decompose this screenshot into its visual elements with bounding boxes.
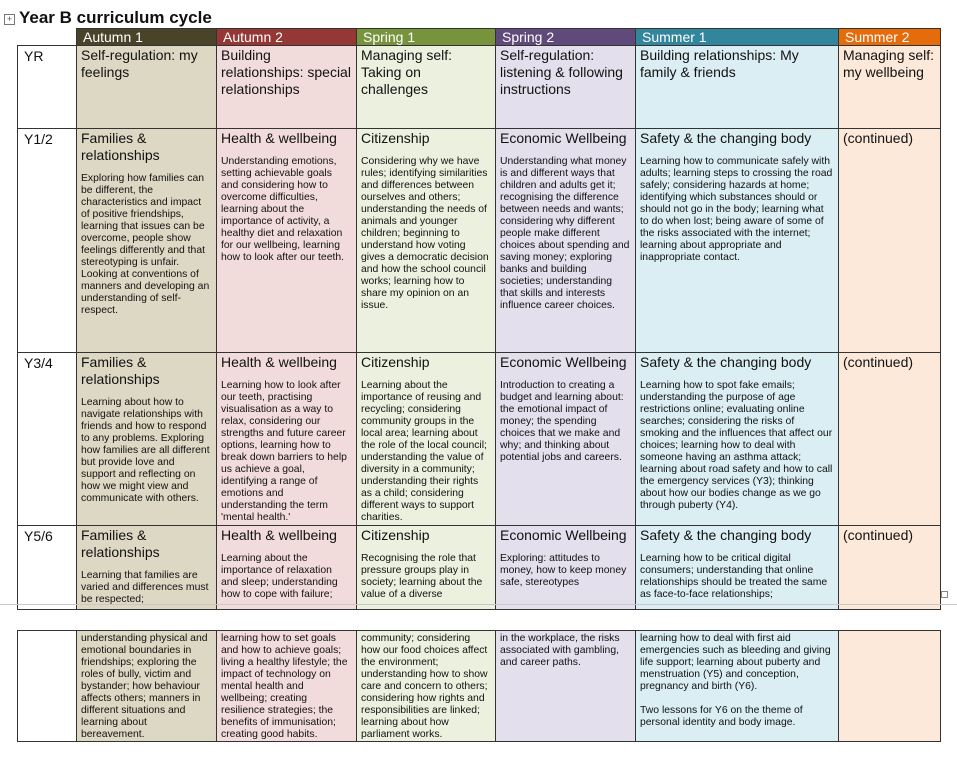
curriculum-cell[interactable] [357, 46, 496, 129]
curriculum-cell[interactable] [496, 46, 636, 129]
table-row [18, 129, 941, 353]
cell-description: Exploring: attitudes to money, how to keep money safe, stereotypes [500, 553, 627, 588]
cell-topic: Self-regulation: my feelings [81, 47, 198, 80]
cell-description: Learning about the importance of relaxation and sleep; understanding how to cope with failure; [221, 553, 338, 600]
continuation-text: learning how to deal with first aid emergencies such as bleeding and giving life support; learning about puberty and menstruation (Y5) and conception, pregnancy and birth (Y6). Two lessons for Y6 on the theme of personal identity and body image. [640, 633, 831, 728]
cell-topic: Safety & the changing body [640, 130, 812, 146]
cell-description: Learning how to communicate safely with adults; learning steps to crossing the road safely; considering hazards at home; identifying which substances should or should not go in the body; learning what to do when lost; being aware of some of the risks associated with the internet; learning about appropriate and inappropriate contact. [640, 156, 833, 263]
cell-topic: Safety & the changing body [640, 354, 812, 370]
header-blank [18, 29, 77, 46]
header-autumn-1: Autumn 1 [77, 29, 217, 46]
header-summer-2: Summer 2 [839, 29, 941, 46]
cell-description: Introduction to creating a budget and learning about: the emotional impact of money; the spending choices that we make and why; and thinking about potential jobs and careers. [500, 380, 624, 463]
curriculum-table [17, 28, 941, 610]
cell-topic: Citizenship [361, 354, 430, 370]
curriculum-cell[interactable] [496, 353, 636, 526]
cell-topic: Managing self: Taking on challenges [361, 47, 453, 97]
cell-topic: (continued) [843, 354, 914, 370]
table-row [18, 46, 941, 129]
cell-topic: Health & wellbeing [221, 527, 337, 543]
continuation-cell[interactable] [636, 631, 839, 742]
continuation-text: understanding physical and emotional boundaries in friendships; exploring the roles of bully, victim and bystander; how behaviour affects others; manners in different situations and learning about bereavement. [81, 633, 208, 740]
curriculum-cell[interactable] [636, 46, 839, 129]
curriculum-cell[interactable] [636, 353, 839, 526]
curriculum-cell[interactable] [217, 353, 357, 526]
continuation-cell[interactable] [496, 631, 636, 742]
curriculum-cell[interactable] [636, 129, 839, 353]
curriculum-cell[interactable] [77, 353, 217, 526]
continuation-row [18, 631, 941, 742]
header-spring-2: Spring 2 [496, 29, 636, 46]
curriculum-cell[interactable] [77, 129, 217, 353]
year-cell[interactable]: Y1/2 [18, 129, 77, 353]
cell-description: Learning about the importance of reusing and recycling; considering community groups in the local area; learning about the role of the local council; understanding the value of diversity in a community; understanding their rights as a child; considering different ways to support charities. [361, 380, 487, 523]
cell-topic: Building relationships: special relationships [221, 47, 351, 97]
table-row [18, 526, 941, 610]
cell-topic: Self-regulation: listening & following instructions [500, 47, 623, 97]
curriculum-cell[interactable] [839, 46, 941, 129]
curriculum-cell[interactable] [839, 526, 941, 610]
cell-topic: Families & relationships [81, 354, 160, 387]
cell-topic: Managing self: my wellbeing [843, 47, 935, 80]
cell-topic: (continued) [843, 527, 914, 543]
curriculum-cell[interactable] [839, 129, 941, 353]
continuation-table [17, 630, 941, 742]
year-cell[interactable]: Y5/6 [18, 526, 77, 610]
table-row [18, 353, 941, 526]
continuation-cell[interactable] [77, 631, 217, 742]
curriculum-cell[interactable] [357, 129, 496, 353]
page-break-divider [0, 604, 957, 605]
curriculum-cell[interactable] [77, 46, 217, 129]
continuation-text: in the workplace, the risks associated with gambling, and career paths. [500, 633, 620, 668]
cell-topic: Families & relationships [81, 527, 160, 560]
cell-description: Learning how to spot fake emails; understanding the purpose of age restrictions online; evaluating online searches; considering the risks of smoking and the influences that affect our choices; learning how to deal with someone having an asthma attack; learning about road safety and how to call the emergency services (Y3); thinking about how our bodies change as we go through puberty (Y4). [640, 380, 833, 511]
cell-topic: (continued) [843, 130, 914, 146]
page-title: Year B curriculum cycle [19, 8, 212, 27]
header-autumn-2: Autumn 2 [217, 29, 357, 46]
cell-topic: Health & wellbeing [221, 354, 337, 370]
header-summer-1: Summer 1 [636, 29, 839, 46]
cell-description: Exploring how families can be different, the characteristics and impact of positive friendships, learning that issues can be overcome, people show feelings differently and that stereotyping is unfair. Looking at conventions of manners and developing an understanding of self-respect. [81, 173, 210, 316]
curriculum-cell[interactable] [217, 526, 357, 610]
curriculum-cell[interactable] [217, 46, 357, 129]
header-row [18, 29, 941, 46]
curriculum-cell[interactable] [496, 129, 636, 353]
curriculum-cell[interactable] [496, 526, 636, 610]
cell-topic: Economic Wellbeing [500, 527, 627, 543]
cell-description: Learning how to look after our teeth, practising visualisation as a way to relax, considering our strengths and future career options, learning how to break down barriers to help us achieve a goal, identifying a range of emotions and understanding the term 'mental health.' [221, 380, 347, 523]
curriculum-cell[interactable] [636, 526, 839, 610]
cell-description: Learning how to be critical digital consumers; understanding that online relationships should be treated the same as face-to-face relationships; [640, 553, 828, 600]
continuation-cell[interactable] [839, 631, 941, 742]
table-resize-handle-icon[interactable] [941, 591, 948, 598]
cell-topic: Health & wellbeing [221, 130, 337, 146]
cell-topic: Families & relationships [81, 130, 160, 163]
cell-description: Understanding what money is and different ways that children and adults get it; recognising the difference between needs and wants; considering why different people make different choices about spending and saving money; exploring banks and building societies; understanding that skills and interests influence career choices. [500, 156, 630, 311]
table-body [18, 46, 941, 610]
year-cell[interactable]: YR [18, 46, 77, 129]
curriculum-cell[interactable] [357, 526, 496, 610]
cell-description: Learning that families are varied and differences must be respected; [81, 570, 209, 605]
continuation-cell[interactable] [217, 631, 357, 742]
cell-description: Understanding emotions, setting achievable goals and considering how to overcome difficulties, learning about the importance of activity, a healthy diet and relaxation for our wellbeing, learning how to look after our teeth. [221, 156, 345, 263]
curriculum-cell[interactable] [357, 353, 496, 526]
curriculum-cell[interactable] [839, 353, 941, 526]
cell-description: Recognising the role that pressure groups play in society; learning about the value of a diverse [361, 553, 483, 600]
cell-description: Considering why we have rules; identifying similarities and differences between ourselves and others; understanding the needs of animals and younger children; beginning to understand how voting gives a democratic decision and how the school council works; learning how to share my opinion on an issue. [361, 156, 489, 311]
year-cell[interactable]: Y3/4 [18, 353, 77, 526]
cell-description: Learning about how to navigate relationships with friends and how to respond to any problems. Exploring how families are all different but provide love and support and reflecting on how we might view and communicate with others. [81, 397, 210, 504]
cell-topic: Safety & the changing body [640, 527, 812, 543]
header-spring-1: Spring 1 [357, 29, 496, 46]
cell-topic: Economic Wellbeing [500, 130, 627, 146]
continuation-text: learning how to set goals and how to achieve goals; living a healthy lifestyle; the impact of technology on mental health and wellbeing; creating resilience strategies; the benefits of immunisation; creating good habits. [221, 633, 348, 740]
cell-topic: Citizenship [361, 130, 430, 146]
curriculum-cell[interactable] [77, 526, 217, 610]
cell-topic: Building relationships: My family & friends [640, 47, 799, 80]
continuation-cell[interactable] [357, 631, 496, 742]
cell-topic: Economic Wellbeing [500, 354, 627, 370]
table-move-handle-icon[interactable]: + [4, 14, 15, 25]
curriculum-cell[interactable] [217, 129, 357, 353]
continuation-year-cell [18, 631, 77, 742]
cell-topic: Citizenship [361, 527, 430, 543]
continuation-text: community; considering how our food choices affect the environment; understanding how to show care and concern to others; considering how rights and responsibilities are linked; learning about how parliament works. [361, 633, 488, 740]
